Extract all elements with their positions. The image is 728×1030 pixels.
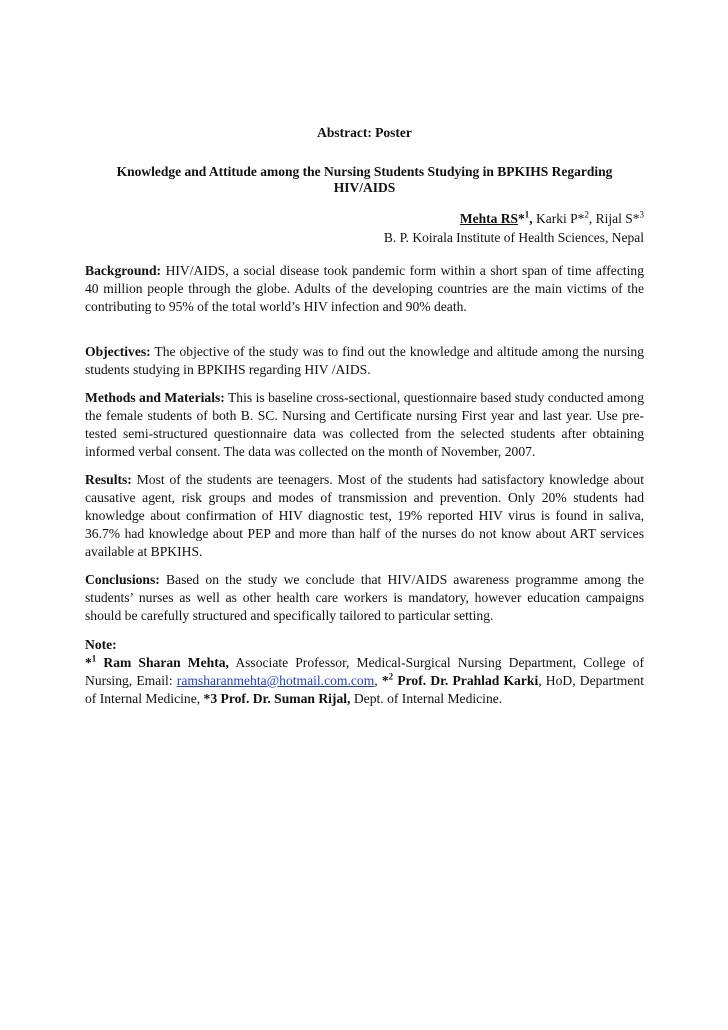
note-author-1-text: Associate Professor, Medical-Surgical Nursing Department, College of Nursing, Email: [85, 655, 644, 688]
author-3-name: Rijal S [595, 211, 633, 226]
abstract-type-heading: Abstract: Poster [317, 125, 412, 140]
methods-section [85, 389, 644, 461]
note-author-2-name: Prof. Dr. Prahlad Karki [397, 673, 539, 688]
objectives-section [85, 343, 644, 379]
note-section: Note: *$^1$ Ram Sharan Mehta, Associate Professor, Medical-Surgical Nursing Department, College of Nursing, Email: ramsharanmehta@hotmail.com.com, *$^2$ Prof. Dr. Prahlad Karki, HoD, Department of Internal Medicine, *3 Prof. Dr. Suman Rijal, Dept. of Internal Medicine. [85, 637, 644, 706]
background-section [85, 262, 644, 316]
results-heading: Results: [85, 472, 132, 487]
author-2-name: Karki P [535, 211, 578, 226]
note-author-2-text: , HoD, Department of Internal Medicine, [85, 673, 644, 706]
results-text: Most of the students are teenagers. Most of the students had satisfactory knowledge about causative agent, risk groups and modes of transmission and prevention. Only 20% students had knowledge about confirmation of HIV diagnostic test, 19% reported HIV virus is found in saliva, 36.7% had knowledge about PEP and more than half of the nurses do not know about ART services available at BPKIHS. [85, 472, 644, 559]
note-heading: Note: [85, 637, 117, 652]
note-author-3-name: *3 Prof. Dr. Suman Rijal, [203, 691, 351, 706]
background-heading: Background: [85, 263, 162, 278]
conclusions-text: Based on the study we conclude that HIV/AIDS awareness programme among the students’ nurses as well as other health care workers is mandatory, however education campaigns should be carefully structured and specifically tailored to particular setting. [85, 572, 644, 623]
author-1-name: Mehta RS [459, 211, 518, 226]
affiliation: B. P. Koirala Institute of Health Sciences, Nepal [383, 230, 644, 245]
results-section [85, 471, 644, 561]
objectives-heading: Objectives: [85, 344, 151, 359]
author-list: Mehta RS*$^1$, Karki P*$^2$, Rijal S*$^3$ [459, 209, 644, 226]
methods-heading: Methods and Materials: [85, 390, 225, 405]
paper-title [85, 164, 644, 196]
title-line-2: HIV/AIDS [333, 180, 396, 195]
email-link[interactable]: ramsharanmehta@hotmail.com.com [176, 673, 375, 688]
note-author-1-name: Ram Sharan Mehta, [103, 655, 229, 670]
objectives-text: The objective of the study was to find out the knowledge and altitude among the nursing students studying in BPKIHS regarding HIV /AIDS. [85, 344, 645, 377]
conclusions-section [85, 571, 644, 625]
note-author-3-text: Dept. of Internal Medicine. [353, 691, 503, 706]
conclusions-heading: Conclusions: [85, 572, 160, 587]
title-line-1: Knowledge and Attitude among the Nursing Students Studying in BPKIHS Regarding [116, 164, 613, 179]
methods-text: This is baseline cross-sectional, questionnaire based study conducted among the female students of both B. SC. Nursing and Certificate nursing First year and last year. Use pre-tested semi-structured questionnaire data was collected from the selected students after obtaining informed verbal consent. The data was collected on the month of November, 2007. [85, 390, 645, 459]
background-text: HIV/AIDS, a social disease took pandemic form within a short span of time affecting 40 million people through the globe. Adults of the developing countries are the main victims of the contributing to 95% of the total world’s HIV infection and 90% death. [85, 263, 644, 314]
